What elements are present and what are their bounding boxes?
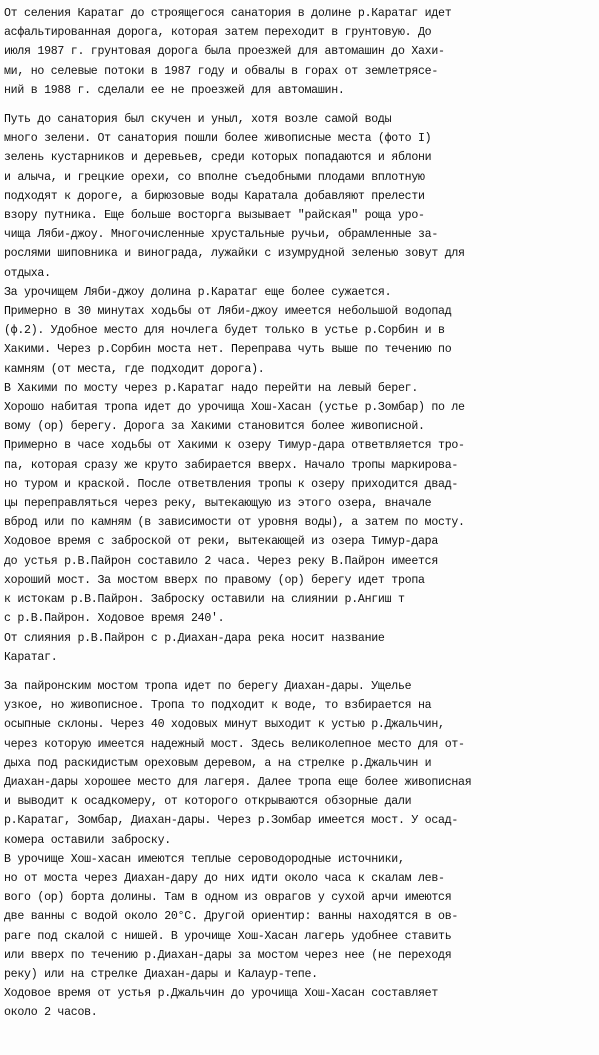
text-line: Путь до санатория был скучен и уныл, хотя возле самой воды [4, 113, 392, 127]
text-line: р.Каратаг, Зомбар, Диахан-дары. Через р.Зомбар имеется мост. У осад- [4, 814, 459, 828]
text-line: От слияния р.В.Пайрон с р.Диахан-дара река носит название [4, 631, 385, 645]
text-line: к истокам р.В.Пайрон. Заброску оставили на слиянии р.Ангиш т [4, 593, 405, 607]
text-line: много зелени. От санатория пошли более живописные места (фото I) [4, 132, 432, 146]
text-line: цы переправляться через реку, вытекающую из этого озера, вначале [4, 497, 432, 511]
text-line: Хорошо набитая тропа идет до урочища Хош-Хасан (устье р.Зомбар) по ле [4, 401, 465, 415]
text-line: комера оставили заброску. [4, 833, 171, 847]
text-line: Каратаг. [4, 650, 58, 664]
text-line: Ходовое время с заброской от реки, вытекающей из озера Тимур-дара [4, 535, 439, 549]
text-line: реку) или на стрелке Диахан-дары и Калаур-тепе. [4, 967, 318, 981]
paragraph-gap [4, 667, 593, 677]
paragraph [4, 283, 593, 667]
text-line: За урочищем Ляби-джоу долина р.Каратаг еще более сужается. [4, 285, 392, 299]
text-line: июля 1987 г. грунтовая дорога была проезжей для автомашин до Хахи- [4, 45, 445, 59]
text-line: через которую имеется надежный мост. Здесь великолепное место для от- [4, 737, 465, 751]
text-line: (ф.2). Удобное место для ночлега будет только в устье р.Сорбин и в [4, 324, 445, 338]
text-line: вого (ор) борта долины. Там в одном из оврагов у сухой арчи имеются [4, 891, 452, 905]
text-line: Примерно в 30 минутах ходьбы от Ляби-джоу имеется небольшой водопад [4, 305, 452, 319]
text-line: Диахан-дары хорошее место для лагеря. Далее тропа еще более живописная [4, 775, 472, 789]
text-line: но туром и краской. После ответвления тропы к озеру приходится двад- [4, 477, 459, 491]
text-line: па, которая сразу же круто забирается вверх. Начало тропы маркирова- [4, 458, 459, 472]
text-line: и выводит к осадкомеру, от которого открываются обзорные дали [4, 795, 412, 809]
text-line: с р.В.Пайрон. Ходовое время 240'. [4, 612, 225, 626]
text-line: хороший мост. За мостом вверх по правому (ор) берегу идет тропа [4, 573, 425, 587]
paragraph [4, 677, 593, 1023]
text-line: вому (ор) берегу. Дорога за Хакими становится более живописной. [4, 420, 425, 434]
text-line: до устья р.В.Пайрон составило 2 часа. Через реку В.Пайрон имеется [4, 554, 439, 568]
text-line: Примерно в часе ходьбы от Хакими к озеру Тимур-дара ответвляется тро- [4, 439, 465, 453]
text-line: взору путника. Еще больше восторга вызывает "райская" роща уро- [4, 209, 425, 223]
text-line: отдыха. [4, 266, 51, 280]
text-line: осыпные склоны. Через 40 ходовых минут выходит к устью р.Джальчин, [4, 718, 445, 732]
paragraph [4, 4, 593, 100]
text-line: зелень кустарников и деревьев, среди которых попадаются и яблони [4, 151, 432, 165]
text-line: узкое, но живописное. Тропа то подходит к воде, то взбирается на [4, 699, 432, 713]
text-line: около 2 часов. [4, 1006, 98, 1020]
text-line: ний в 1988 г. сделали ее не проезжей для автомашин. [4, 83, 345, 97]
text-line: камням (от места, где подходит дорога). [4, 362, 265, 376]
text-line: и алыча, и грецкие орехи, со вполне съедобными плодами вплотную [4, 170, 425, 184]
text-line: подходят к дороге, а бирюзовые воды Каратала добавляют прелести [4, 189, 425, 203]
text-line: две ванны с водой около 20°С. Другой ориентир: ванны находятся в ов- [4, 910, 459, 924]
text-line: асфальтированная дорога, которая затем переходит в грунтовую. До [4, 26, 432, 40]
text-line: дыха под раскидистым ореховым деревом, а на стрелке р.Джальчин и [4, 756, 432, 770]
text-line: рослями шиповника и винограда, лужайки с изумрудной зеленью зовут для [4, 247, 465, 261]
paragraph [4, 110, 593, 283]
text-line: раге под скалой с нишей. В урочище Хош-Хасан лагерь удобнее ставить [4, 929, 452, 943]
text-line: В урочище Хош-хасан имеются теплые сероводородные источники, [4, 852, 405, 866]
text-line: Ходовое время от устья р.Джальчин до урочища Хош-Хасан составляет [4, 987, 439, 1001]
text-line: чища Ляби-джоу. Многочисленные хрустальные ручьи, обрамленные за- [4, 228, 439, 242]
text-line: Хакими. Через р.Сорбин моста нет. Переправа чуть выше по течению по [4, 343, 452, 357]
text-line: или вверх по течению р.Диахан-дары за мостом через нее (не переходя [4, 948, 452, 962]
text-line: От селения Каратаг до строящегося санатория в долине р.Каратаг идет [4, 7, 452, 20]
document-body [4, 4, 593, 1023]
paragraph-gap [4, 100, 593, 110]
text-line: ми, но селевые потоки в 1987 году и обвалы в горах от землетрясе- [4, 64, 439, 78]
text-line: В Хакими по мосту через р.Каратаг надо перейти на левый берег. [4, 381, 418, 395]
text-line: но от моста через Диахан-дару до них идти около часа к скалам лев- [4, 871, 445, 885]
text-line: За пайронским мостом тропа идет по берегу Диахан-дары. Ущелье [4, 679, 412, 693]
text-line: вброд или по камням (в зависимости от уровня воды), а затем по мосту. [4, 516, 465, 530]
